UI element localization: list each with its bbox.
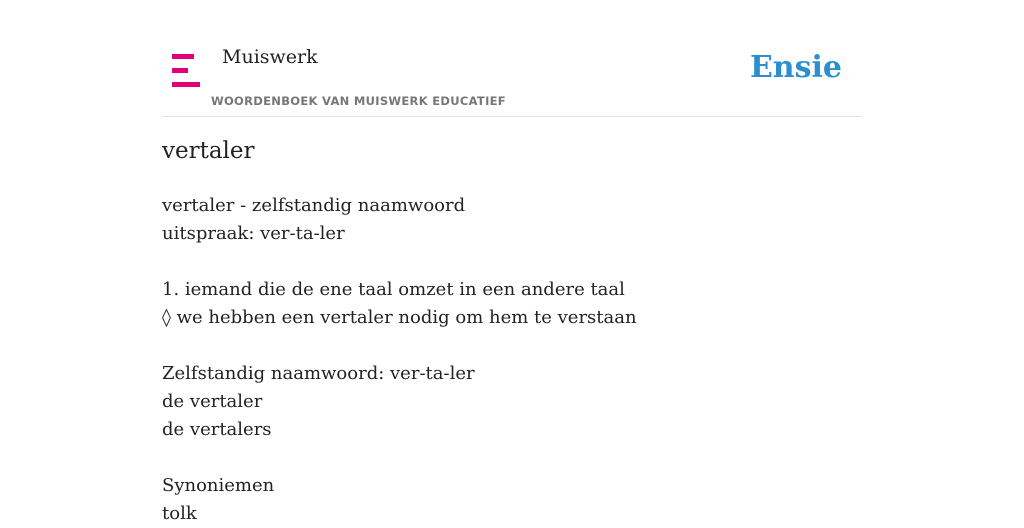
singular-form: de vertaler [162,391,263,412]
ensie-logo-link[interactable]: Ensie [749,50,842,85]
brand-name[interactable]: Muiswerk [222,46,318,68]
brand-subtitle: WOORDENBOEK VAN MUISWERK EDUCATIEF [211,94,506,108]
entry-content [162,192,637,528]
header [162,0,862,117]
spacer [162,444,637,472]
noun-heading: Zelfstandig naamwoord: ver-ta-ler [162,363,475,384]
spacer [162,248,637,276]
word-type-line: vertaler - zelfstandig naamwoord [162,195,466,216]
pronunciation-line: uitspraak: ver-ta-ler [162,223,345,244]
plural-form: de vertalers [162,419,272,440]
muiswerk-logo-icon[interactable] [172,54,200,88]
definition-line: 1. iemand die de ene taal omzet in een andere taal [162,279,625,300]
synonyms-heading: Synoniemen [162,475,275,496]
page-title: vertaler [162,138,255,164]
spacer [162,332,637,360]
example-line: ◊ we hebben een vertaler nodig om hem te verstaan [162,307,637,328]
synonym-item[interactable]: tolk [162,503,197,524]
page [162,0,862,524]
